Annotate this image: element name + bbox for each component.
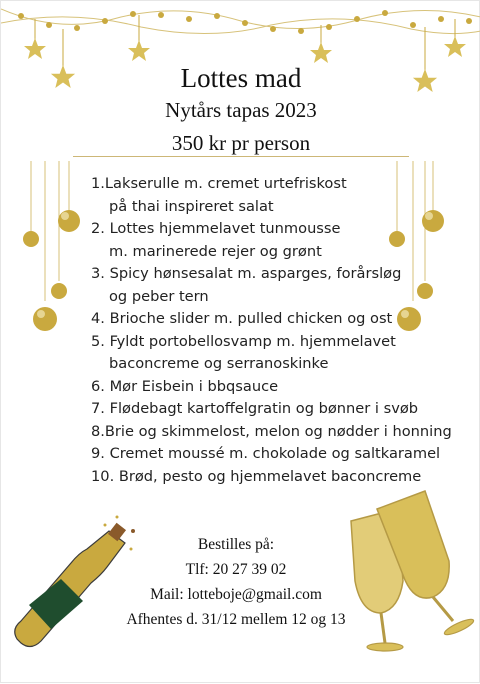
menu-item-line: 7. Flødebagt kartoffelgratin og bønner i svøb bbox=[91, 400, 419, 417]
menu-item-line: 1.Lakserulle m. cremet urtefriskost bbox=[91, 175, 347, 192]
menu-item-line: baconcreme og serranoskinke bbox=[109, 355, 329, 372]
phone: Tlf: 20 27 39 02 bbox=[185, 561, 287, 578]
pickup-info: Afhentes d. 31/12 mellem 12 og 13 bbox=[126, 611, 346, 628]
order-label: Bestilles på: bbox=[197, 536, 275, 553]
page-title: Lottes mad bbox=[180, 63, 302, 93]
menu-item-line: 10. Brød, pesto og hjemmelavet baconcreme bbox=[91, 467, 422, 485]
menu-item-line: på thai inspireret salat bbox=[109, 197, 274, 215]
menu-item-line: 4. Brioche slider m. pulled chicken og ost bbox=[91, 310, 393, 327]
menu-item-line: m. marinerede rejer og grønt bbox=[109, 242, 322, 260]
champagne-glasses-icon bbox=[1, 1, 480, 684]
menu-item-line: 6. Mør Eisbein i bbqsauce bbox=[91, 377, 279, 395]
menu-item-line: 9. Cremet moussé m. chokolade og saltkaramel bbox=[91, 445, 441, 462]
subtitle: Nytårs tapas 2023 bbox=[165, 98, 317, 122]
menu-item-line: 3. Spicy hønsesalat m. asparges, forårsløg bbox=[91, 265, 402, 282]
menu-item-line: 2. Lottes hjemmelavet tunmousse bbox=[91, 220, 341, 237]
menu-item-line: 8.Brie og skimmelost, melon og nødder i honning bbox=[91, 422, 452, 440]
menu-item-line: og peber tern bbox=[109, 287, 209, 305]
price: 350 kr pr person bbox=[171, 131, 311, 155]
menu-item-line: 5. Fyldt portobellosvamp m. hjemmelavet bbox=[91, 332, 396, 350]
email: Mail: lotteboje@gmail.com bbox=[150, 586, 322, 603]
